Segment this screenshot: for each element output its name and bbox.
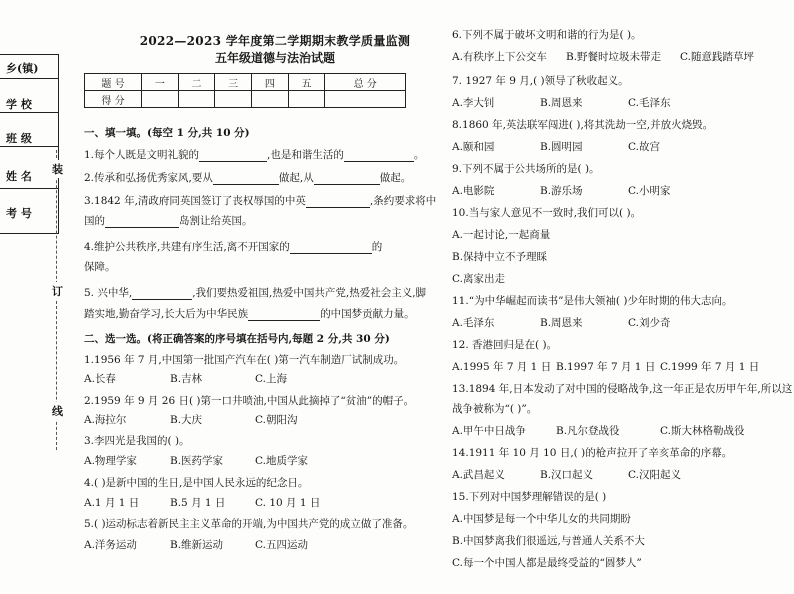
q12-option-b: B.1997 年 7 月 1 日	[556, 361, 656, 373]
q5-option-c: C.五四运动	[255, 539, 308, 551]
choice-question-5: 5.( )运动标志着新民主主义革命的开端,为中国共产党的成立做了准备。	[84, 518, 414, 530]
q6-option-b: B.野餐时垃圾未带走	[566, 51, 662, 63]
q1-text-c: 。	[413, 149, 425, 161]
q5-blank-1[interactable]	[132, 288, 192, 300]
q10-option-a: A.一起讨论,一起商量	[452, 229, 551, 241]
score-header-cell: 题 号	[85, 74, 142, 91]
q5-option-b: B.维新运动	[170, 539, 224, 551]
q2-option-a: A.海拉尔	[84, 414, 127, 426]
choice-question-6: 6.下列不属于破坏文明和谐的行为是( )。	[452, 29, 642, 41]
q1-option-c: C.上海	[255, 373, 287, 385]
choice-question-9: 9.下列不属于公共场所的是( )。	[452, 163, 600, 175]
q12-option-c: C.1999 年 7 月 1 日	[660, 361, 760, 373]
score-header-cell: 五	[288, 74, 325, 91]
q3-option-c: C.地质学家	[255, 455, 308, 467]
score-cell[interactable]	[142, 91, 179, 108]
q7-option-c: C.毛泽东	[628, 97, 671, 109]
q5-blank-2[interactable]	[248, 309, 320, 321]
q3-option-b: B.医药学家	[170, 455, 224, 467]
q1-blank-1[interactable]	[199, 150, 267, 162]
choice-question-10: 10.当与家人意见不一致时,我们可以( )。	[452, 207, 642, 219]
choice-question-8: 8.1860 年,英法联军闯进( ),将其洗劫一空,并放火烧毁。	[452, 119, 714, 131]
q14-option-c: C.汉阳起义	[628, 469, 681, 481]
score-cell[interactable]	[252, 91, 289, 108]
q9-option-c: C.小明家	[628, 185, 671, 197]
fill-question-5-line-2	[84, 307, 415, 321]
q15-option-b: B.中国梦离我们很遥远,与普通人关系不大	[452, 535, 645, 547]
fill-question-2	[84, 171, 411, 185]
choice-question-1: 1.1956 年 7 月,中国第一批国产汽车在( )第一汽车制造厂试制成功。	[84, 354, 405, 366]
info-label-school: 学 校	[6, 98, 32, 111]
q2-option-b: B.大庆	[170, 414, 203, 426]
q2-blank-1[interactable]	[213, 173, 279, 185]
binding-char-xian: 线	[52, 402, 63, 420]
q5-text-a: 5. 兴中华,	[84, 287, 133, 299]
fill-question-5	[84, 286, 426, 300]
q3-text-c: 国的	[84, 215, 105, 227]
score-table	[84, 73, 406, 108]
section1-title: 一、填一填。(每空 1 分,共 10 分)	[84, 127, 250, 139]
q5-option-a: A.洋务运动	[84, 539, 137, 551]
q13-option-b: B.凡尔登战役	[556, 425, 620, 437]
q1-blank-2[interactable]	[344, 150, 414, 162]
choice-question-11: 11.“为中华崛起而读书”是伟大领袖( )少年时期的伟大志向。	[452, 295, 733, 307]
fill-question-3	[84, 194, 436, 208]
q14-option-a: A.武昌起义	[452, 469, 505, 481]
info-label-township: 乡(镇)	[6, 62, 39, 75]
choice-question-4: 4.( )是新中国的生日,是中国人民永远的纪念日。	[84, 477, 309, 489]
q9-option-a: A.电影院	[452, 185, 495, 197]
exam-subtitle: 五年级道德与法治试题	[214, 51, 335, 65]
info-label-exam-number: 考 号	[6, 207, 32, 220]
q2-option-c: C.朝阳沟	[255, 414, 298, 426]
q7-option-a: A.李大钊	[452, 97, 495, 109]
score-header-cell: 三	[215, 74, 252, 91]
q11-option-b: B.周恩来	[540, 317, 583, 329]
q4-blank-1[interactable]	[290, 242, 372, 254]
q2-blank-2[interactable]	[314, 173, 380, 185]
q6-option-c: C.随意践踏草坪	[680, 51, 754, 63]
score-cell[interactable]	[178, 91, 215, 108]
q5-text-d: 的中国梦贡献力量。	[320, 308, 415, 320]
q3-blank-1[interactable]	[306, 196, 370, 208]
score-table-header-row	[85, 74, 406, 91]
choice-question-12: 12. 香港回归是在( )。	[452, 339, 558, 351]
q13-option-c: C.斯大林格勒战役	[660, 425, 745, 437]
choice-question-3: 3.李四光是我国的( )。	[84, 435, 190, 447]
q3-option-a: A.物理学家	[84, 455, 137, 467]
q1-text-b: ,也是和谐生活的	[267, 149, 344, 161]
choice-question-13: 13.1894 年,日本发动了对中国的侵略战争,这一年正是农历甲午年,所以这	[452, 383, 793, 395]
info-label-class: 班 级	[6, 132, 32, 145]
q11-option-c: C.刘少奇	[628, 317, 671, 329]
q9-option-b: B.游乐场	[540, 185, 583, 197]
score-cell[interactable]	[215, 91, 252, 108]
fill-question-4	[84, 240, 382, 254]
q12-option-a: A.1995 年 7 月 1 日	[452, 361, 552, 373]
q2-text-c: 做起。	[379, 172, 412, 184]
binding-char-zhuang: 装	[52, 160, 63, 178]
q7-option-b: B.周恩来	[540, 97, 583, 109]
binding-char-ding: 订	[52, 282, 63, 300]
choice-question-2: 2.1959 年 9 月 26 日( )第一口井喷油,中国从此摘掉了“贫油”的帽子。	[84, 395, 415, 407]
q4-text-b: 的	[371, 241, 383, 253]
choice-question-13-line-2: 战争被称为“( )”。	[452, 403, 538, 415]
q1-text-a: 1.每个人既是文明礼貌的	[84, 149, 200, 161]
q15-option-c: C.每一个中国人都是最终受益的“圆梦人”	[452, 557, 642, 569]
q2-text-b: 做起,从	[278, 172, 314, 184]
q14-option-b: B.汉口起义	[540, 469, 594, 481]
q8-option-c: C.故宫	[628, 141, 660, 153]
choice-question-15: 15.下列对中国梦理解错误的是( )	[452, 491, 607, 503]
section2-title: 二、选一选。(将正确答案的序号填在括号内,每题 2 分,共 30 分)	[84, 333, 390, 345]
q8-option-b: B.圆明园	[540, 141, 583, 153]
q13-option-a: A.甲午中日战争	[452, 425, 526, 437]
q3-blank-2[interactable]	[105, 216, 179, 228]
score-header-cell: 一	[142, 74, 179, 91]
choice-question-7: 7. 1927 年 9 月,( )领导了秋收起义。	[452, 75, 629, 87]
q4-option-c: C. 10 月 1 日	[255, 497, 321, 509]
q10-option-b: B.保持中立不予理睬	[452, 251, 548, 263]
q2-text-a: 2.传承和弘扬优秀家风,要从	[84, 172, 213, 184]
q8-option-a: A.颐和园	[452, 141, 495, 153]
q1-option-a: A.长春	[84, 373, 116, 385]
q3-text-a: 3.1842 年,清政府同英国签订了丧权辱国的中英	[84, 195, 306, 207]
q3-text-b: ,条约要求将中	[369, 195, 437, 207]
exam-title: 2022—2023 学年度第二学期期末教学质量监测	[139, 34, 411, 48]
q6-option-a: A.有秩序上下公交车	[452, 51, 547, 63]
score-table-score-row	[85, 91, 406, 108]
q3-text-d: 岛割让给英国。	[179, 215, 253, 227]
choice-question-14: 14.1911 年 10 月 10 日,( )的枪声拉开了辛亥革命的序幕。	[452, 447, 733, 459]
score-row-label: 得 分	[85, 91, 142, 108]
score-cell[interactable]	[325, 91, 406, 108]
fill-question-4-line-2: 保障。	[84, 261, 116, 273]
fill-question-3-line-2	[84, 214, 253, 228]
q11-option-a: A.毛泽东	[452, 317, 495, 329]
q5-text-b: ,我们要热爱祖国,热爱中国共产党,热爱社会主义,脚	[192, 287, 427, 299]
q5-text-c: 踏实地,勤奋学习,长大后为中华民族	[84, 308, 249, 320]
info-label-name: 姓 名	[6, 170, 32, 183]
score-header-cell: 总 分	[325, 74, 406, 91]
score-cell[interactable]	[288, 91, 325, 108]
q4-option-b: B.5 月 1 日	[170, 497, 226, 509]
fill-question-1	[84, 148, 424, 162]
q1-option-b: B.吉林	[170, 373, 203, 385]
q4-option-a: A.1 月 1 日	[84, 497, 140, 509]
q10-option-c: C.离家出走	[452, 273, 505, 285]
q15-option-a: A.中国梦是每一个中华儿女的共同期盼	[452, 513, 631, 525]
score-header-cell: 四	[252, 74, 289, 91]
score-header-cell: 二	[178, 74, 215, 91]
q4-text-a: 4.维护公共秩序,共建有序生活,离不开国家的	[84, 241, 290, 253]
